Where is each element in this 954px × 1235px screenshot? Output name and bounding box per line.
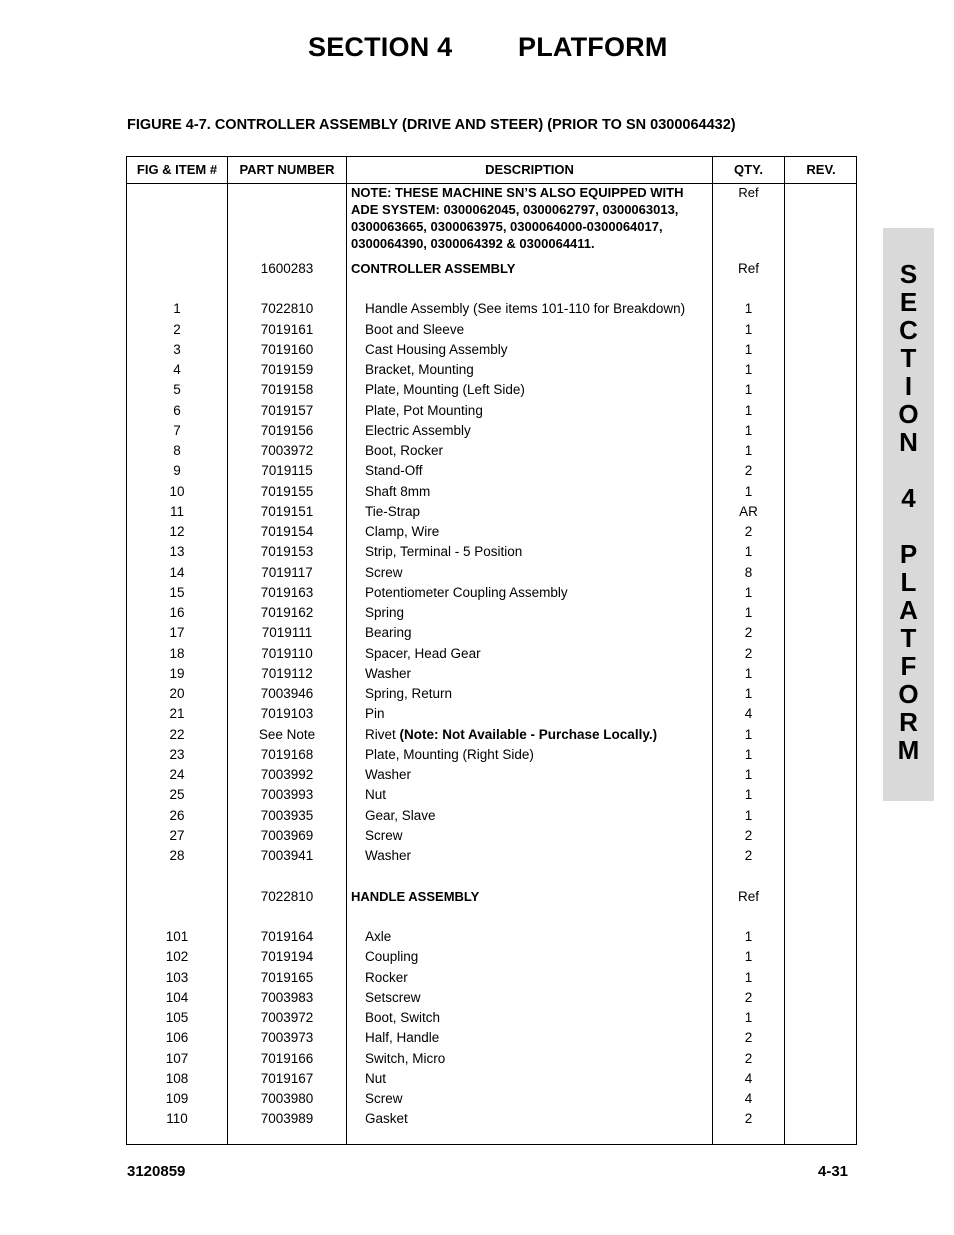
part-number: 7019153 — [260, 544, 314, 560]
note-line: 0300064390, 0300064392 & 0300064411. — [351, 236, 595, 251]
quantity: 2 — [744, 463, 753, 479]
side-tab-letter: C — [899, 315, 918, 345]
item-number: 3 — [173, 341, 181, 357]
part-number: 7003973 — [260, 1030, 314, 1046]
item-number: 8 — [173, 443, 181, 458]
part-number: 7019155 — [260, 483, 314, 499]
quantity: 1 — [744, 584, 753, 600]
item-number: 26 — [169, 807, 185, 823]
table-row — [127, 1089, 858, 1109]
description-note: (Note: Not Available - Purchase Locally.) — [399, 726, 658, 742]
part-number: 7019167 — [260, 1070, 314, 1086]
part-number: 7003972 — [260, 443, 314, 458]
table-row — [127, 299, 858, 319]
table-row — [127, 684, 858, 704]
part-number: 7019156 — [260, 422, 314, 438]
part-number: See Note — [258, 726, 316, 742]
item-number: 21 — [169, 706, 185, 722]
assembly-row — [127, 887, 858, 907]
side-tab-letter: O — [898, 679, 919, 709]
part-number: 7019160 — [260, 341, 314, 357]
table-row — [127, 623, 858, 643]
quantity: AR — [739, 503, 758, 519]
quantity: 2 — [744, 827, 753, 843]
description: Potentiometer Coupling Assembly — [365, 584, 568, 600]
description: Boot, Switch — [365, 1010, 441, 1025]
description: Electric Assembly — [365, 422, 471, 438]
description: Clamp, Wire — [365, 524, 440, 539]
table-row — [127, 603, 858, 623]
side-tab-letter: I — [904, 371, 913, 401]
side-tab-letter: R — [899, 707, 918, 737]
part-number: 7003993 — [260, 787, 314, 803]
quantity: 1 — [744, 969, 753, 985]
description: Pin — [365, 706, 385, 722]
description: Bracket, Mounting — [365, 362, 474, 377]
table-row — [127, 482, 858, 502]
item-number: 107 — [165, 1050, 189, 1066]
part-number: 7019117 — [261, 564, 313, 580]
quantity: 1 — [744, 341, 753, 357]
part-number: 7003983 — [260, 989, 314, 1005]
side-tab-letter: S — [899, 259, 918, 289]
note-line: 0300063665, 0300063975, 0300064000-0300064017, — [351, 219, 663, 234]
quantity: 1 — [744, 929, 753, 944]
part-number: 7019163 — [260, 584, 314, 600]
part-number: 7019103 — [260, 706, 314, 722]
description: Gasket — [365, 1111, 408, 1127]
part-number: 7019162 — [260, 605, 314, 620]
item-number: 104 — [165, 989, 189, 1005]
quantity: 1 — [744, 382, 753, 398]
table-row — [127, 826, 858, 846]
part-number: 7019159 — [260, 362, 314, 377]
part-number: 7019166 — [260, 1050, 314, 1066]
part-number: 7019154 — [260, 524, 314, 539]
quantity: 2 — [744, 1111, 753, 1127]
table-row — [127, 1008, 858, 1028]
table-row — [127, 785, 858, 805]
quantity: 1 — [744, 767, 753, 782]
table-row — [127, 401, 858, 421]
item-number: 10 — [169, 483, 185, 499]
description: Cast Housing Assembly — [365, 341, 508, 357]
part-number: 7019164 — [260, 929, 314, 944]
note-line: ADE SYSTEM: 0300062045, 0300062797, 0300063013, — [351, 202, 679, 217]
quantity: 2 — [744, 625, 753, 641]
description: Spring — [365, 605, 405, 620]
table-row — [127, 340, 858, 360]
item-number: 12 — [169, 524, 185, 539]
description: Washer — [365, 767, 412, 782]
description: Stand-Off — [365, 463, 423, 479]
table-row — [127, 988, 858, 1008]
quantity: 1 — [744, 605, 753, 620]
description: Coupling — [365, 949, 419, 965]
part-number: 7019168 — [260, 746, 314, 762]
part-number: 7019111 — [261, 625, 313, 641]
description: Bearing — [365, 625, 412, 641]
table-row — [127, 806, 858, 826]
item-number: 2 — [173, 321, 181, 337]
side-tab-letter: A — [899, 595, 918, 625]
part-number: 7019151 — [260, 503, 314, 519]
doc-number: 3120859 — [127, 1163, 186, 1180]
item-number: 4 — [173, 362, 181, 377]
description: Screw — [365, 564, 403, 580]
quantity: 8 — [744, 564, 753, 580]
part-number: 7019165 — [260, 969, 314, 985]
table-row — [127, 380, 858, 400]
section-side-tab — [883, 228, 934, 801]
item-number: 14 — [169, 564, 185, 580]
part-number: 7019194 — [260, 949, 314, 965]
part-number: 7019110 — [261, 645, 313, 661]
table-row — [127, 421, 858, 441]
part-number: 1600283 — [260, 260, 314, 276]
item-number: 27 — [169, 827, 185, 843]
quantity: 1 — [744, 686, 753, 701]
part-number: 7003946 — [260, 686, 314, 701]
table-row — [127, 664, 858, 684]
side-tab-letter: F — [900, 651, 917, 681]
quantity: 2 — [744, 1050, 753, 1066]
table-row — [127, 745, 858, 765]
quantity: 1 — [744, 402, 753, 418]
table-row — [127, 846, 858, 866]
table-row — [127, 1069, 858, 1089]
item-number: 13 — [169, 544, 185, 560]
table-row — [127, 947, 858, 967]
table-row — [127, 583, 858, 603]
section-number: SECTION 4 — [308, 32, 453, 62]
item-number: 1 — [173, 301, 181, 317]
quantity: 1 — [744, 443, 753, 458]
side-tab-letter: T — [900, 623, 917, 653]
section-name: PLATFORM — [518, 32, 668, 62]
quantity: 1 — [744, 807, 753, 823]
part-number: 7019115 — [261, 463, 313, 479]
part-number: 7019158 — [260, 382, 314, 398]
quantity: 1 — [744, 1010, 753, 1025]
item-number: 24 — [169, 767, 185, 782]
description: Washer — [365, 848, 412, 863]
part-number: 7003972 — [260, 1010, 314, 1025]
quantity: Ref — [737, 888, 759, 904]
table-row — [127, 644, 858, 664]
part-number: 7003992 — [260, 767, 314, 782]
section-header — [308, 32, 668, 63]
quantity: 2 — [744, 848, 753, 863]
description: Half, Handle — [365, 1030, 440, 1046]
table-row — [127, 968, 858, 988]
item-number: 20 — [169, 686, 185, 701]
description: Nut — [365, 1070, 387, 1086]
item-number: 5 — [173, 382, 181, 398]
quantity: 2 — [744, 645, 753, 661]
part-number: 7003969 — [260, 827, 314, 843]
table-row — [127, 542, 858, 562]
figure-title: FIGURE 4-7. CONTROLLER ASSEMBLY (DRIVE AND STEER) (PRIOR TO SN 0300064432) — [127, 117, 736, 133]
table-row — [127, 1049, 858, 1069]
item-number: 18 — [169, 645, 185, 661]
item-number: 28 — [169, 848, 185, 863]
quantity: 1 — [744, 544, 753, 560]
side-tab-letter: O — [898, 399, 919, 429]
item-number: 25 — [169, 787, 185, 803]
quantity: 1 — [744, 422, 753, 438]
side-tab-letter — [883, 512, 934, 540]
table-row — [127, 927, 858, 947]
table-row — [127, 522, 858, 542]
table-row — [127, 725, 858, 745]
note-line: NOTE: THESE MACHINE SN’S ALSO EQUIPPED WITH — [351, 185, 684, 200]
item-number: 110 — [166, 1111, 188, 1127]
quantity: 1 — [744, 787, 753, 803]
description: Strip, Terminal - 5 Position — [365, 544, 523, 560]
header-description: DESCRIPTION — [485, 162, 574, 177]
part-number: 7019112 — [261, 665, 313, 681]
quantity: Ref — [737, 260, 759, 276]
item-number: 101 — [165, 929, 189, 944]
table-row — [127, 360, 858, 380]
side-tab-letter: M — [897, 735, 920, 765]
note-qty: Ref — [738, 185, 759, 200]
quantity: 1 — [744, 665, 753, 681]
side-tab-letter: T — [900, 343, 917, 373]
side-tab-letter: N — [899, 427, 918, 457]
item-number: 15 — [169, 584, 185, 600]
item-number: 105 — [165, 1010, 189, 1025]
description: Gear, Slave — [365, 807, 436, 823]
quantity: 4 — [744, 1070, 753, 1086]
item-number: 109 — [165, 1091, 189, 1106]
description: Setscrew — [365, 989, 421, 1005]
description: Washer — [365, 665, 412, 681]
description: Screw — [365, 1091, 403, 1106]
side-tab-letter: P — [899, 539, 918, 569]
item-number: 106 — [165, 1030, 189, 1046]
item-number: 7 — [173, 422, 181, 438]
parts-table — [126, 156, 857, 1145]
description: Axle — [365, 929, 392, 944]
description: Switch, Micro — [365, 1050, 446, 1066]
table-row — [127, 765, 858, 785]
part-number: 7003980 — [260, 1091, 314, 1106]
description: Plate, Pot Mounting — [365, 402, 483, 418]
description: Nut — [365, 787, 387, 803]
side-tab-letter: E — [899, 287, 918, 317]
description: CONTROLLER ASSEMBLY — [351, 260, 516, 276]
item-number: 9 — [173, 463, 181, 479]
item-number: 6 — [173, 402, 181, 418]
description: Plate, Mounting (Right Side) — [365, 746, 534, 762]
description: Boot, Rocker — [365, 443, 444, 458]
table-row — [127, 461, 858, 481]
header-qty: QTY. — [734, 162, 763, 177]
side-tab-letter: 4 — [901, 483, 916, 513]
quantity: 2 — [744, 989, 753, 1005]
description: Handle Assembly (See items 101-110 for Breakdown) — [365, 301, 686, 317]
sn-note — [351, 184, 713, 252]
quantity: 1 — [744, 746, 753, 762]
item-number: 17 — [169, 625, 185, 641]
page-number: 4-31 — [818, 1163, 849, 1180]
header-item: FIG & ITEM # — [136, 162, 218, 177]
item-number: 19 — [169, 665, 185, 681]
item-number: 22 — [169, 726, 185, 742]
description: Spacer, Head Gear — [365, 645, 481, 661]
description: Boot and Sleeve — [365, 321, 465, 337]
side-tab-letter — [883, 456, 934, 484]
quantity: 1 — [744, 483, 753, 499]
description — [365, 725, 657, 745]
table-row — [127, 1109, 858, 1129]
description: Rocker — [365, 969, 408, 985]
quantity: 1 — [744, 301, 753, 317]
description: Spring, Return — [365, 686, 453, 701]
quantity: 2 — [744, 1030, 753, 1046]
part-number: 7019161 — [260, 321, 314, 337]
quantity: 1 — [744, 726, 753, 742]
item-number: 11 — [169, 503, 184, 519]
quantity: 2 — [744, 524, 753, 539]
item-number: 16 — [169, 605, 185, 620]
part-number: 7003989 — [260, 1111, 314, 1127]
item-number: 103 — [165, 969, 189, 985]
part-number: 7003941 — [260, 848, 314, 863]
description-text: Rivet — [365, 726, 400, 742]
part-number: 7003935 — [260, 807, 314, 823]
part-number: 7019157 — [260, 402, 314, 418]
table-row — [127, 320, 858, 340]
description: Tie-Strap — [365, 503, 421, 519]
quantity: 4 — [744, 1091, 753, 1106]
assembly-row — [127, 259, 858, 279]
description: Screw — [365, 827, 403, 843]
side-tab-letters — [883, 260, 934, 764]
description: HANDLE ASSEMBLY — [351, 888, 480, 904]
header-rev: REV. — [806, 162, 836, 177]
part-number: 7022810 — [260, 301, 314, 317]
item-number: 102 — [165, 949, 189, 965]
side-tab-letter: L — [900, 567, 917, 597]
quantity: 1 — [744, 362, 753, 377]
item-number: 108 — [165, 1070, 189, 1086]
quantity: 4 — [744, 706, 753, 722]
quantity: 1 — [744, 949, 753, 965]
item-number: 23 — [169, 746, 185, 762]
table-row — [127, 704, 858, 724]
table-row — [127, 1028, 858, 1048]
table-row — [127, 502, 858, 522]
table-row — [127, 563, 858, 583]
quantity: 1 — [744, 321, 753, 337]
description: Shaft 8mm — [365, 483, 431, 499]
part-number: 7022810 — [260, 888, 314, 904]
header-part-number: PART NUMBER — [239, 162, 335, 177]
table-row — [127, 441, 858, 461]
description: Plate, Mounting (Left Side) — [365, 382, 525, 398]
